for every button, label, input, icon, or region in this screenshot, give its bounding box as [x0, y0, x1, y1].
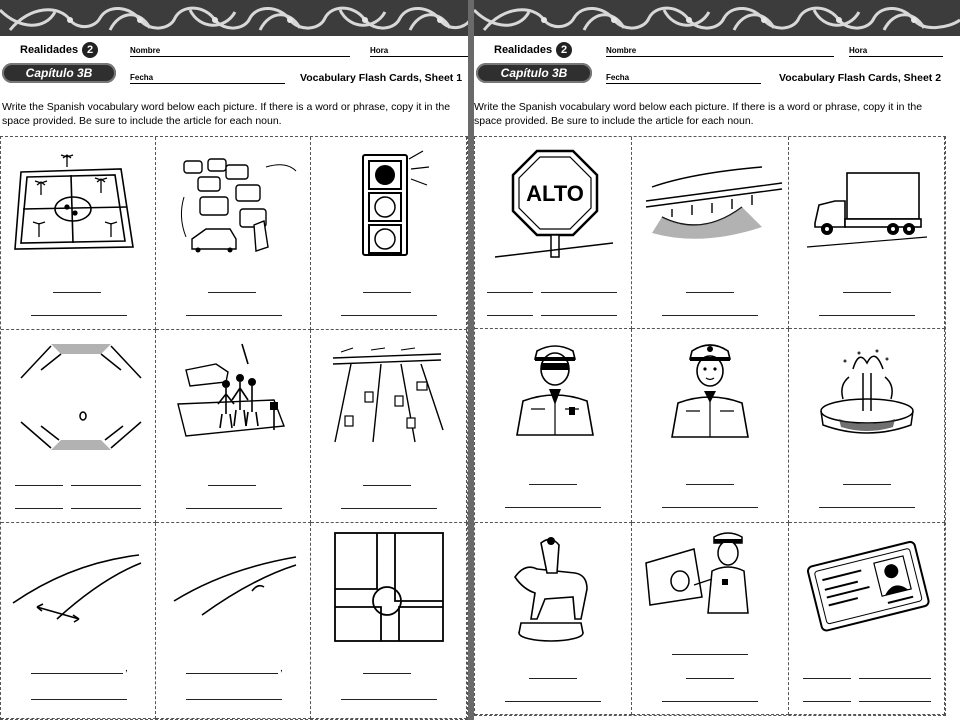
nombre-field[interactable] [130, 56, 350, 57]
flash-card [789, 523, 945, 715]
answer-line[interactable] [186, 508, 282, 509]
answer-line[interactable] [186, 673, 278, 674]
truck-picture [789, 137, 945, 329]
realidades-label [494, 42, 572, 58]
flash-card [1, 330, 156, 523]
answer-line[interactable] [529, 484, 577, 485]
answer-line[interactable] [819, 507, 915, 508]
answer-line[interactable] [487, 292, 533, 293]
nombre-label: Nombre [130, 46, 161, 55]
sheet-title: Vocabulary Flash Cards, Sheet 1 [300, 72, 463, 84]
flash-card [475, 523, 632, 715]
flash-card-sheet-1 [0, 0, 470, 720]
answer-line[interactable] [31, 673, 123, 674]
answer-line[interactable] [843, 484, 891, 485]
comma-mark: , [280, 663, 283, 674]
fountain-picture [789, 329, 945, 523]
answer-line[interactable] [71, 508, 141, 509]
answer-line[interactable] [686, 484, 734, 485]
flash-card-sheet-2 [474, 0, 960, 720]
decorative-banner [474, 0, 960, 36]
answer-line[interactable] [15, 508, 63, 509]
answer-line[interactable] [686, 678, 734, 679]
answer-line[interactable] [363, 485, 411, 486]
drivers-license-picture [789, 523, 945, 715]
traffic-jam-picture [156, 137, 311, 330]
bridge-picture [632, 137, 789, 329]
level-badge: 2 [556, 42, 572, 58]
flash-card [789, 329, 945, 523]
answer-line[interactable] [686, 292, 734, 293]
answer-line[interactable] [31, 315, 127, 316]
flash-card [156, 330, 311, 523]
answer-line[interactable] [341, 699, 437, 700]
chapter-pill: Capítulo 3B [2, 63, 116, 83]
answer-line[interactable] [208, 485, 256, 486]
flash-card [311, 330, 467, 523]
pedestrians-crossing-picture [156, 330, 311, 523]
sheet-title: Vocabulary Flash Cards, Sheet 2 [779, 72, 942, 84]
answer-line[interactable] [803, 678, 851, 679]
narrow-road-picture [156, 523, 311, 719]
nombre-field[interactable] [606, 56, 834, 57]
hora-field[interactable] [370, 56, 468, 57]
answer-line[interactable] [186, 315, 282, 316]
level-badge: 2 [82, 42, 98, 58]
answer-line[interactable] [363, 292, 411, 293]
flash-card-grid [0, 136, 468, 720]
flash-card [311, 137, 467, 330]
flash-card-grid [474, 136, 946, 716]
traffic-light-picture [311, 137, 467, 330]
instructions: Write the Spanish vocabulary word below each picture. If there is a word or phrase, copy it in the space provided. Be sure to include the article for each noun. [474, 101, 923, 127]
highway-picture [311, 330, 467, 523]
answer-line[interactable] [859, 678, 931, 679]
flash-card [789, 137, 945, 329]
answer-line[interactable] [662, 507, 758, 508]
flash-card [632, 137, 789, 329]
realidades-text: Realidades [494, 43, 553, 56]
answer-line[interactable] [541, 315, 617, 316]
hora-label: Hora [849, 46, 868, 55]
answer-line[interactable] [529, 678, 577, 679]
instructions: Write the Spanish vocabulary word below each picture. If there is a word or phrase, copy it in the space provided. Be sure to include the article for each noun. [2, 101, 451, 127]
answer-line[interactable] [803, 701, 851, 702]
wide-road-picture [1, 523, 156, 719]
flash-card [156, 137, 311, 330]
answer-line[interactable] [672, 654, 748, 655]
answer-line[interactable] [53, 292, 101, 293]
flash-card [156, 523, 311, 719]
answer-line[interactable] [208, 292, 256, 293]
stop-sign-text: ALTO [526, 181, 584, 206]
policeman-picture [475, 329, 632, 523]
answer-line[interactable] [843, 292, 891, 293]
flash-card [475, 329, 632, 523]
answer-line[interactable] [662, 701, 758, 702]
decorative-banner [0, 0, 470, 36]
answer-line[interactable] [662, 315, 758, 316]
fecha-label: Fecha [130, 73, 154, 82]
answer-line[interactable] [15, 485, 63, 486]
officer-ticket-picture [632, 523, 789, 715]
hora-field[interactable] [849, 56, 943, 57]
flash-card [632, 523, 789, 715]
flash-card [632, 329, 789, 523]
answer-line[interactable] [505, 701, 601, 702]
stop-sign-picture [475, 137, 632, 329]
fecha-field[interactable] [130, 83, 285, 84]
flash-card [311, 523, 467, 719]
flash-card [1, 137, 156, 330]
answer-line[interactable] [487, 315, 533, 316]
answer-line[interactable] [505, 507, 601, 508]
answer-line[interactable] [341, 315, 437, 316]
city-block-picture [311, 523, 467, 719]
answer-line[interactable] [819, 315, 915, 316]
answer-line[interactable] [31, 699, 127, 700]
hora-label: Hora [370, 46, 389, 55]
fecha-label: Fecha [606, 73, 630, 82]
intersection-picture [1, 330, 156, 523]
answer-line[interactable] [71, 485, 141, 486]
flash-card [1, 523, 156, 719]
fecha-field[interactable] [606, 83, 761, 84]
chapter-pill: Capítulo 3B [476, 63, 592, 83]
comma-mark: , [125, 663, 128, 674]
answer-line[interactable] [541, 292, 617, 293]
equestrian-statue-picture [475, 523, 632, 715]
realidades-text: Realidades [20, 43, 79, 56]
flash-card [475, 137, 632, 329]
plaza-picture [1, 137, 156, 330]
policewoman-picture [632, 329, 789, 523]
realidades-label [20, 42, 98, 58]
answer-line[interactable] [186, 699, 282, 700]
answer-line[interactable] [341, 508, 437, 509]
answer-line[interactable] [859, 701, 931, 702]
answer-line[interactable] [363, 673, 411, 674]
nombre-label: Nombre [606, 46, 637, 55]
